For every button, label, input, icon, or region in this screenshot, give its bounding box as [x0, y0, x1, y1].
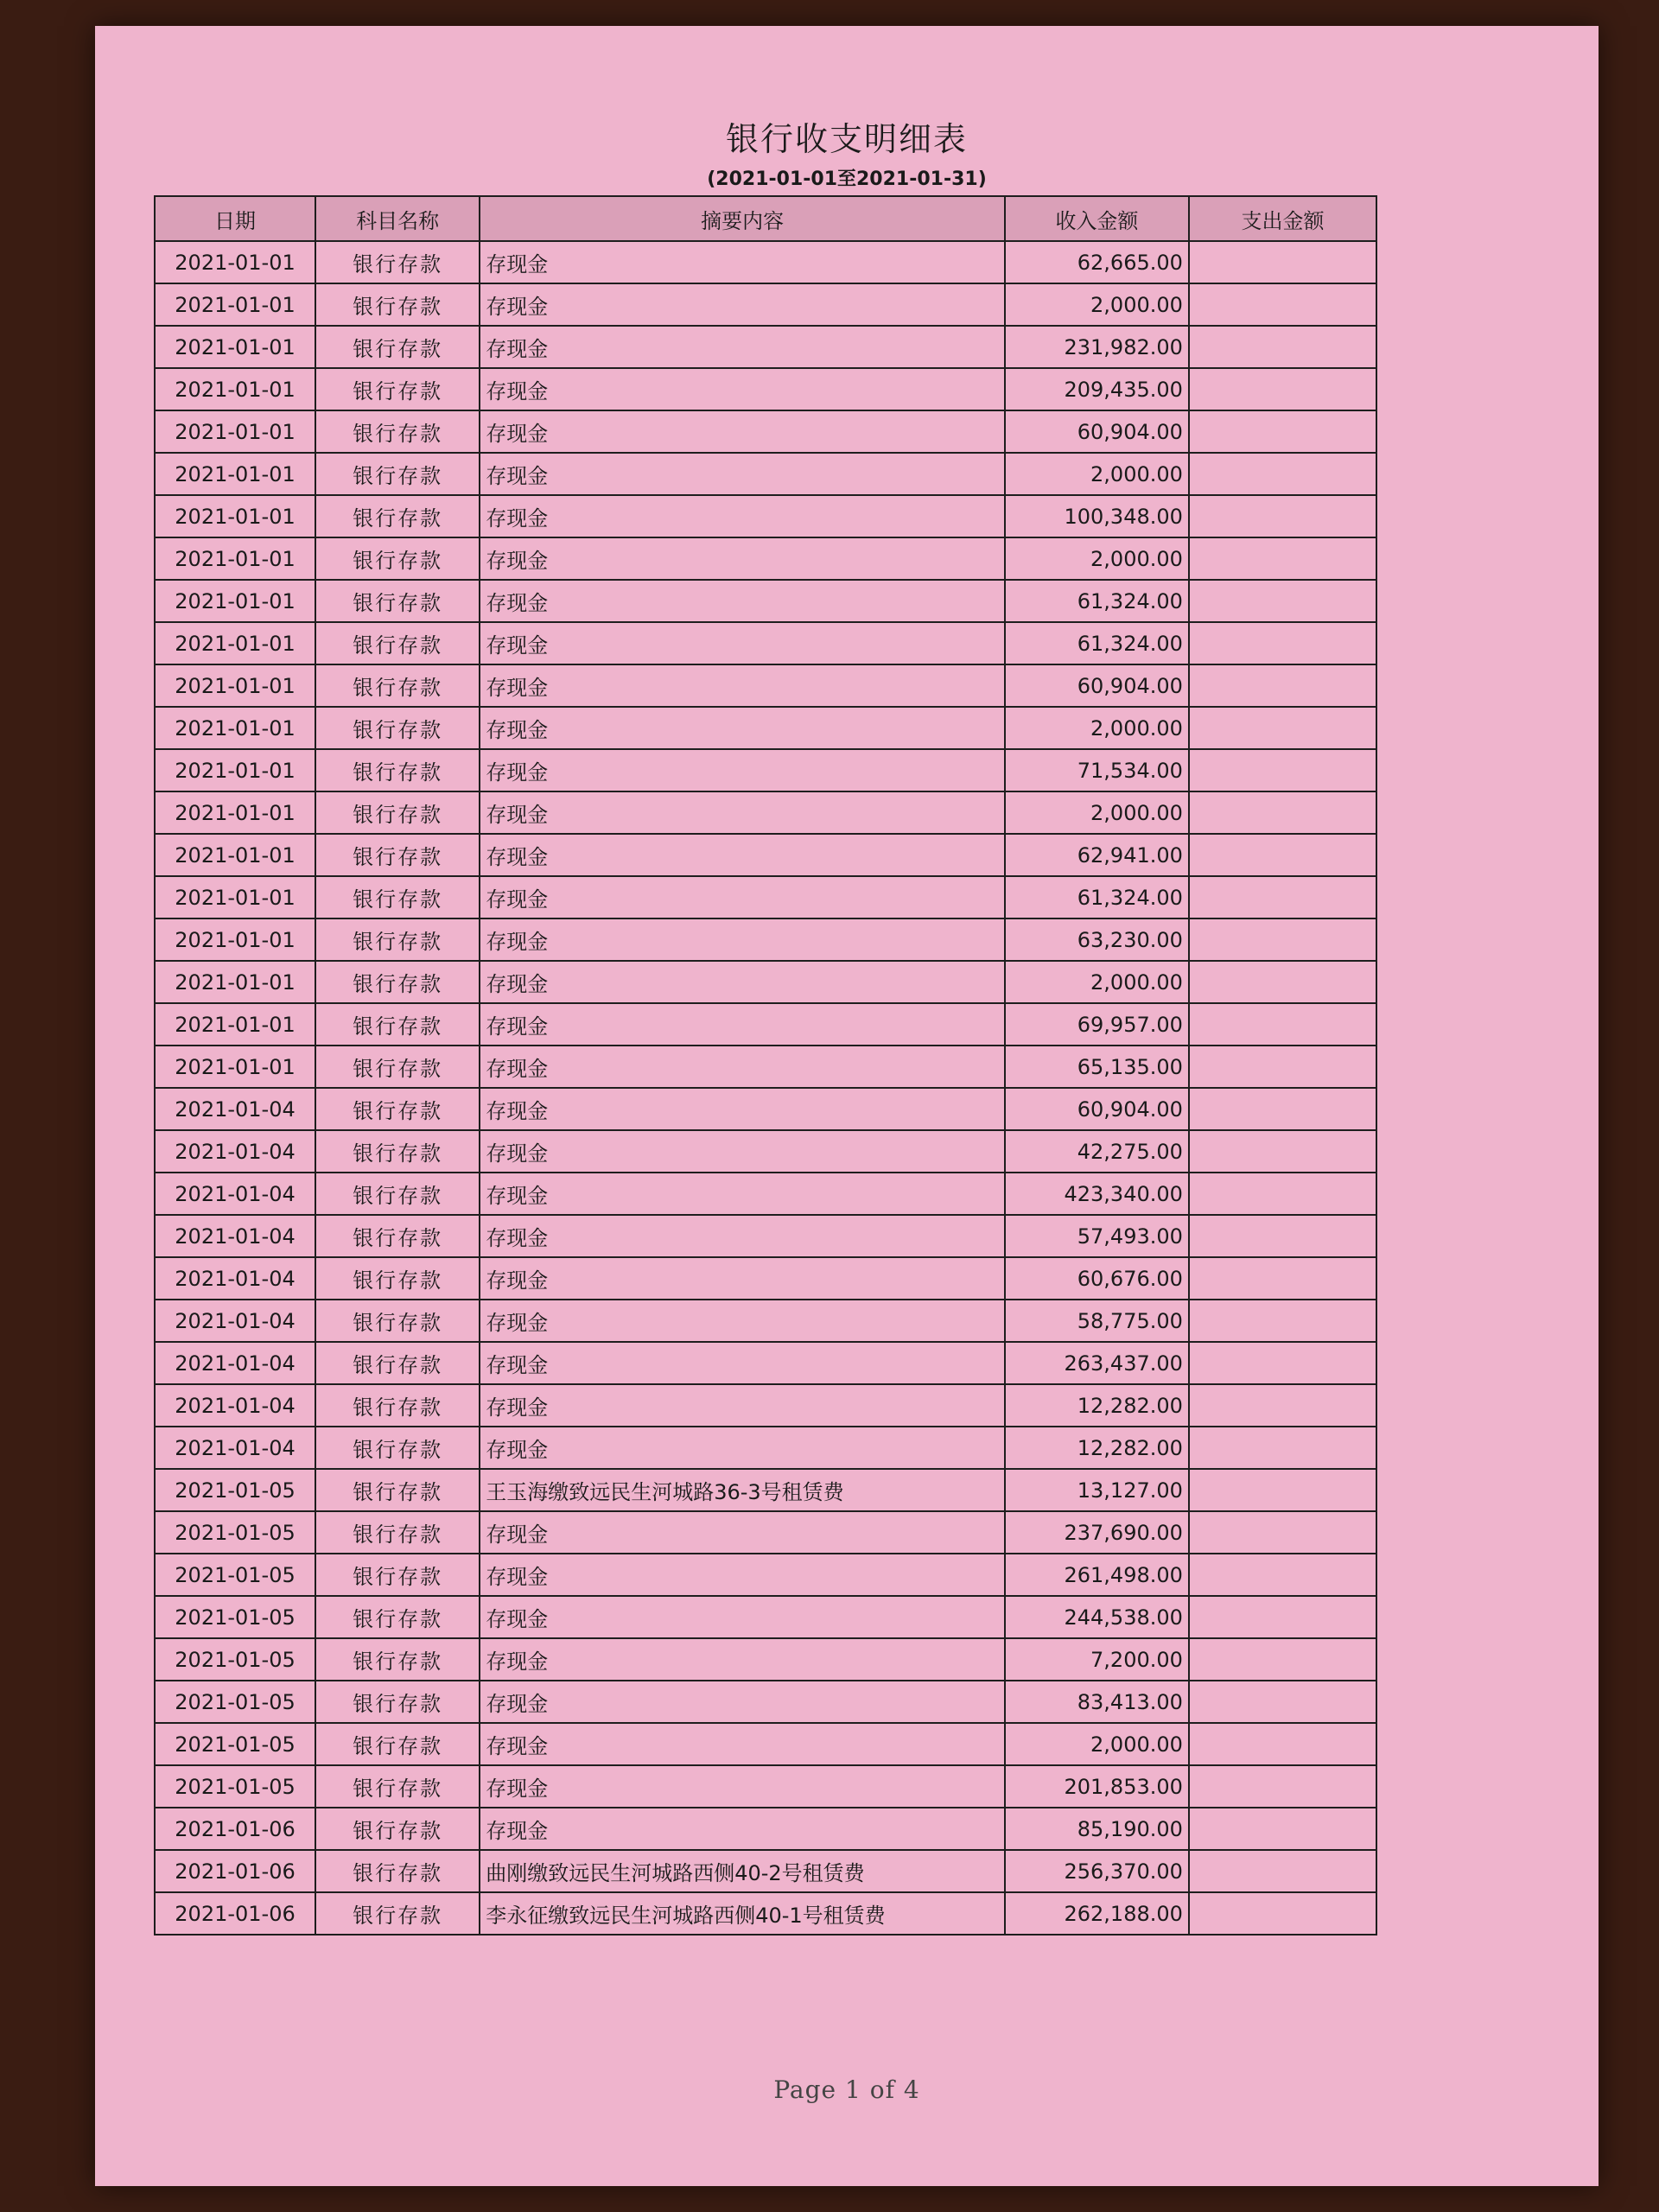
income-cell: 7,200.00	[1005, 1638, 1189, 1681]
date-cell: 2021-01-06	[155, 1808, 315, 1850]
expense-cell	[1189, 1342, 1376, 1384]
expense-cell	[1189, 749, 1376, 791]
expense-cell	[1189, 410, 1376, 453]
subject-cell: 银行存款	[315, 1511, 480, 1554]
summary-cell: 存现金	[480, 1765, 1005, 1808]
income-cell: 60,676.00	[1005, 1257, 1189, 1300]
expense-cell	[1189, 1596, 1376, 1638]
expense-cell	[1189, 495, 1376, 537]
income-cell: 256,370.00	[1005, 1850, 1189, 1892]
table-row	[155, 876, 1376, 918]
summary-cell: 存现金	[480, 1808, 1005, 1850]
income-cell: 60,904.00	[1005, 410, 1189, 453]
income-cell: 13,127.00	[1005, 1469, 1189, 1511]
subject-cell: 银行存款	[315, 876, 480, 918]
table-row	[155, 453, 1376, 495]
expense-cell	[1189, 1808, 1376, 1850]
summary-cell: 存现金	[480, 1088, 1005, 1130]
subject-cell: 银行存款	[315, 1088, 480, 1130]
summary-cell: 存现金	[480, 749, 1005, 791]
expense-cell	[1189, 1088, 1376, 1130]
income-cell: 2,000.00	[1005, 537, 1189, 580]
subject-cell: 银行存款	[315, 1850, 480, 1892]
column-header-income: 收入金额	[1005, 196, 1189, 241]
date-cell: 2021-01-01	[155, 495, 315, 537]
subject-cell: 银行存款	[315, 283, 480, 326]
page-number: Page 1 of 4	[773, 2075, 920, 2104]
expense-cell	[1189, 1554, 1376, 1596]
subject-cell: 银行存款	[315, 1384, 480, 1427]
date-cell: 2021-01-05	[155, 1765, 315, 1808]
summary-cell: 存现金	[480, 1003, 1005, 1046]
table-row	[155, 1511, 1376, 1554]
table-row	[155, 495, 1376, 537]
subject-cell: 银行存款	[315, 749, 480, 791]
ledger-table	[154, 195, 1377, 1936]
expense-cell	[1189, 580, 1376, 622]
expense-cell	[1189, 368, 1376, 410]
table-row	[155, 1808, 1376, 1850]
summary-cell: 存现金	[480, 961, 1005, 1003]
subject-cell: 银行存款	[315, 1681, 480, 1723]
table-row	[155, 1850, 1376, 1892]
income-cell: 61,324.00	[1005, 622, 1189, 664]
date-cell: 2021-01-05	[155, 1681, 315, 1723]
summary-cell: 存现金	[480, 1173, 1005, 1215]
ledger-body	[155, 241, 1376, 1935]
table-row	[155, 1892, 1376, 1935]
income-cell: 244,538.00	[1005, 1596, 1189, 1638]
date-cell: 2021-01-01	[155, 918, 315, 961]
table-row	[155, 1554, 1376, 1596]
date-cell: 2021-01-01	[155, 876, 315, 918]
income-cell: 63,230.00	[1005, 918, 1189, 961]
expense-cell	[1189, 1130, 1376, 1173]
subject-cell: 银行存款	[315, 664, 480, 707]
subject-cell: 银行存款	[315, 1300, 480, 1342]
date-cell: 2021-01-04	[155, 1342, 315, 1384]
summary-cell: 存现金	[480, 1638, 1005, 1681]
date-cell: 2021-01-01	[155, 622, 315, 664]
income-cell: 237,690.00	[1005, 1511, 1189, 1554]
summary-cell: 存现金	[480, 580, 1005, 622]
date-cell: 2021-01-04	[155, 1427, 315, 1469]
subject-cell: 银行存款	[315, 1638, 480, 1681]
table-row	[155, 664, 1376, 707]
expense-cell	[1189, 1215, 1376, 1257]
summary-cell: 存现金	[480, 664, 1005, 707]
income-cell: 85,190.00	[1005, 1808, 1189, 1850]
income-cell: 61,324.00	[1005, 876, 1189, 918]
subject-cell: 银行存款	[315, 241, 480, 283]
date-cell: 2021-01-01	[155, 961, 315, 1003]
table-row	[155, 1003, 1376, 1046]
income-cell: 2,000.00	[1005, 1723, 1189, 1765]
summary-cell: 存现金	[480, 537, 1005, 580]
summary-cell: 存现金	[480, 1384, 1005, 1427]
date-cell: 2021-01-01	[155, 368, 315, 410]
expense-cell	[1189, 453, 1376, 495]
date-cell: 2021-01-05	[155, 1638, 315, 1681]
expense-cell	[1189, 1469, 1376, 1511]
income-cell: 209,435.00	[1005, 368, 1189, 410]
summary-cell: 存现金	[480, 368, 1005, 410]
summary-cell: 存现金	[480, 453, 1005, 495]
summary-cell: 存现金	[480, 1427, 1005, 1469]
date-cell: 2021-01-01	[155, 664, 315, 707]
summary-cell: 存现金	[480, 410, 1005, 453]
income-cell: 62,941.00	[1005, 834, 1189, 876]
expense-cell	[1189, 876, 1376, 918]
income-cell: 12,282.00	[1005, 1384, 1189, 1427]
table-row	[155, 241, 1376, 283]
expense-cell	[1189, 1638, 1376, 1681]
expense-cell	[1189, 1681, 1376, 1723]
date-cell: 2021-01-04	[155, 1088, 315, 1130]
summary-cell: 存现金	[480, 918, 1005, 961]
date-cell: 2021-01-05	[155, 1554, 315, 1596]
subject-cell: 银行存款	[315, 495, 480, 537]
expense-cell	[1189, 961, 1376, 1003]
income-cell: 57,493.00	[1005, 1215, 1189, 1257]
income-cell: 261,498.00	[1005, 1554, 1189, 1596]
date-cell: 2021-01-05	[155, 1511, 315, 1554]
income-cell: 2,000.00	[1005, 707, 1189, 749]
table-row	[155, 1342, 1376, 1384]
table-row	[155, 1088, 1376, 1130]
subject-cell: 银行存款	[315, 326, 480, 368]
table-row	[155, 1300, 1376, 1342]
income-cell: 2,000.00	[1005, 791, 1189, 834]
date-cell: 2021-01-01	[155, 241, 315, 283]
table-row	[155, 1427, 1376, 1469]
table-row	[155, 368, 1376, 410]
income-cell: 65,135.00	[1005, 1046, 1189, 1088]
income-cell: 201,853.00	[1005, 1765, 1189, 1808]
column-header-date: 日期	[155, 196, 315, 241]
expense-cell	[1189, 326, 1376, 368]
table-row	[155, 707, 1376, 749]
subject-cell: 银行存款	[315, 1342, 480, 1384]
date-cell: 2021-01-01	[155, 453, 315, 495]
table-row	[155, 1723, 1376, 1765]
subject-cell: 银行存款	[315, 580, 480, 622]
date-cell: 2021-01-01	[155, 707, 315, 749]
summary-cell: 存现金	[480, 707, 1005, 749]
table-row	[155, 410, 1376, 453]
income-cell: 12,282.00	[1005, 1427, 1189, 1469]
expense-cell	[1189, 1765, 1376, 1808]
column-header-expense: 支出金额	[1189, 196, 1376, 241]
summary-cell: 存现金	[480, 1130, 1005, 1173]
table-row	[155, 749, 1376, 791]
table-row	[155, 1681, 1376, 1723]
summary-cell: 存现金	[480, 1596, 1005, 1638]
table-row	[155, 1257, 1376, 1300]
summary-cell: 存现金	[480, 1681, 1005, 1723]
column-header-summary: 摘要内容	[480, 196, 1005, 241]
summary-cell: 存现金	[480, 1046, 1005, 1088]
subject-cell: 银行存款	[315, 1808, 480, 1850]
income-cell: 263,437.00	[1005, 1342, 1189, 1384]
income-cell: 100,348.00	[1005, 495, 1189, 537]
income-cell: 58,775.00	[1005, 1300, 1189, 1342]
date-cell: 2021-01-04	[155, 1130, 315, 1173]
income-cell: 60,904.00	[1005, 1088, 1189, 1130]
income-cell: 61,324.00	[1005, 580, 1189, 622]
income-cell: 2,000.00	[1005, 453, 1189, 495]
date-cell: 2021-01-04	[155, 1257, 315, 1300]
table-row	[155, 283, 1376, 326]
date-cell: 2021-01-04	[155, 1300, 315, 1342]
table-row	[155, 326, 1376, 368]
income-cell: 2,000.00	[1005, 283, 1189, 326]
expense-cell	[1189, 1003, 1376, 1046]
expense-cell	[1189, 1257, 1376, 1300]
summary-cell: 存现金	[480, 1511, 1005, 1554]
subject-cell: 银行存款	[315, 1215, 480, 1257]
table-row	[155, 622, 1376, 664]
subject-cell: 银行存款	[315, 1469, 480, 1511]
table-row	[155, 1215, 1376, 1257]
expense-cell	[1189, 834, 1376, 876]
summary-cell: 李永征缴致远民生河城路西侧40-1号租赁费	[480, 1892, 1005, 1935]
summary-cell: 曲刚缴致远民生河城路西侧40-2号租赁费	[480, 1850, 1005, 1892]
table-row	[155, 834, 1376, 876]
table-row	[155, 1638, 1376, 1681]
expense-cell	[1189, 622, 1376, 664]
date-cell: 2021-01-01	[155, 791, 315, 834]
table-row	[155, 961, 1376, 1003]
summary-cell: 存现金	[480, 876, 1005, 918]
table-row	[155, 1173, 1376, 1215]
table-row	[155, 791, 1376, 834]
subject-cell: 银行存款	[315, 707, 480, 749]
income-cell: 231,982.00	[1005, 326, 1189, 368]
subject-cell: 银行存款	[315, 961, 480, 1003]
date-cell: 2021-01-05	[155, 1723, 315, 1765]
subject-cell: 银行存款	[315, 1173, 480, 1215]
expense-cell	[1189, 1511, 1376, 1554]
date-cell: 2021-01-01	[155, 283, 315, 326]
income-cell: 42,275.00	[1005, 1130, 1189, 1173]
summary-cell: 存现金	[480, 622, 1005, 664]
table-row	[155, 1765, 1376, 1808]
income-cell: 71,534.00	[1005, 749, 1189, 791]
table-row	[155, 1469, 1376, 1511]
date-cell: 2021-01-01	[155, 537, 315, 580]
subject-cell: 银行存款	[315, 918, 480, 961]
expense-cell	[1189, 1427, 1376, 1469]
table-row	[155, 1130, 1376, 1173]
date-cell: 2021-01-04	[155, 1173, 315, 1215]
summary-cell: 存现金	[480, 326, 1005, 368]
income-cell: 423,340.00	[1005, 1173, 1189, 1215]
expense-cell	[1189, 1892, 1376, 1935]
expense-cell	[1189, 664, 1376, 707]
expense-cell	[1189, 537, 1376, 580]
date-cell: 2021-01-01	[155, 834, 315, 876]
date-cell: 2021-01-05	[155, 1596, 315, 1638]
expense-cell	[1189, 283, 1376, 326]
subject-cell: 银行存款	[315, 622, 480, 664]
subject-cell: 银行存款	[315, 1003, 480, 1046]
table-row	[155, 1046, 1376, 1088]
income-cell: 60,904.00	[1005, 664, 1189, 707]
paper-sheet	[95, 26, 1599, 2186]
summary-cell: 存现金	[480, 241, 1005, 283]
column-header-subject: 科目名称	[315, 196, 480, 241]
subject-cell: 银行存款	[315, 1046, 480, 1088]
table-row	[155, 537, 1376, 580]
date-cell: 2021-01-04	[155, 1384, 315, 1427]
subject-cell: 银行存款	[315, 1596, 480, 1638]
subject-cell: 银行存款	[315, 410, 480, 453]
date-cell: 2021-01-01	[155, 410, 315, 453]
subject-cell: 银行存款	[315, 1554, 480, 1596]
subject-cell: 银行存款	[315, 453, 480, 495]
subject-cell: 银行存款	[315, 834, 480, 876]
summary-cell: 存现金	[480, 1723, 1005, 1765]
summary-cell: 存现金	[480, 1342, 1005, 1384]
summary-cell: 存现金	[480, 283, 1005, 326]
expense-cell	[1189, 791, 1376, 834]
subject-cell: 银行存款	[315, 1723, 480, 1765]
income-cell: 69,957.00	[1005, 1003, 1189, 1046]
expense-cell	[1189, 1850, 1376, 1892]
summary-cell: 存现金	[480, 1300, 1005, 1342]
subject-cell: 银行存款	[315, 1427, 480, 1469]
table-row	[155, 918, 1376, 961]
subject-cell: 银行存款	[315, 1765, 480, 1808]
table-row	[155, 1384, 1376, 1427]
summary-cell: 存现金	[480, 1215, 1005, 1257]
date-cell: 2021-01-01	[155, 1003, 315, 1046]
summary-cell: 存现金	[480, 1554, 1005, 1596]
table-row	[155, 1596, 1376, 1638]
expense-cell	[1189, 1046, 1376, 1088]
table-row	[155, 580, 1376, 622]
expense-cell	[1189, 1173, 1376, 1215]
subject-cell: 银行存款	[315, 368, 480, 410]
income-cell: 2,000.00	[1005, 961, 1189, 1003]
expense-cell	[1189, 1300, 1376, 1342]
date-cell: 2021-01-01	[155, 580, 315, 622]
date-cell: 2021-01-01	[155, 326, 315, 368]
subject-cell: 银行存款	[315, 791, 480, 834]
summary-cell: 存现金	[480, 495, 1005, 537]
expense-cell	[1189, 1723, 1376, 1765]
income-cell: 262,188.00	[1005, 1892, 1189, 1935]
subject-cell: 银行存款	[315, 1892, 480, 1935]
date-cell: 2021-01-04	[155, 1215, 315, 1257]
subject-cell: 银行存款	[315, 1257, 480, 1300]
date-cell: 2021-01-05	[155, 1469, 315, 1511]
date-cell: 2021-01-01	[155, 749, 315, 791]
subject-cell: 银行存款	[315, 1130, 480, 1173]
header-row	[155, 196, 1376, 241]
report-period: (2021-01-01至2021-01-31)	[707, 168, 987, 190]
expense-cell	[1189, 707, 1376, 749]
summary-cell: 存现金	[480, 834, 1005, 876]
report-title: 银行收支明细表	[725, 120, 968, 158]
date-cell: 2021-01-06	[155, 1850, 315, 1892]
expense-cell	[1189, 918, 1376, 961]
summary-cell: 存现金	[480, 1257, 1005, 1300]
subject-cell: 银行存款	[315, 537, 480, 580]
income-cell: 62,665.00	[1005, 241, 1189, 283]
summary-cell: 存现金	[480, 791, 1005, 834]
date-cell: 2021-01-06	[155, 1892, 315, 1935]
expense-cell	[1189, 241, 1376, 283]
expense-cell	[1189, 1384, 1376, 1427]
income-cell: 83,413.00	[1005, 1681, 1189, 1723]
date-cell: 2021-01-01	[155, 1046, 315, 1088]
summary-cell: 王玉海缴致远民生河城路36-3号租赁费	[480, 1469, 1005, 1511]
